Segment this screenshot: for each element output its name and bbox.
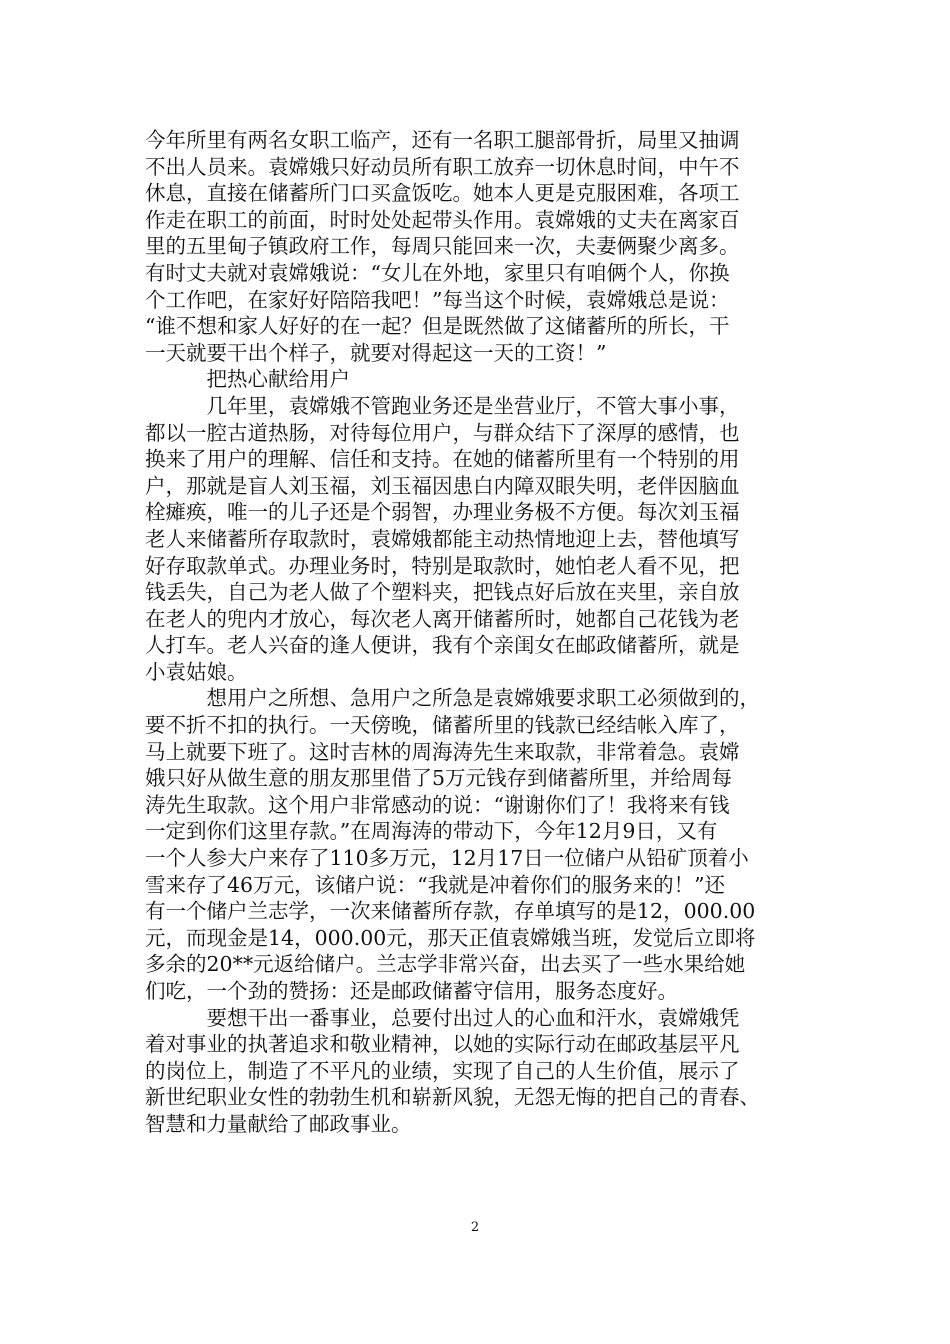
text-line: 作走在职工的前面，时时处处起带头作用。袁嫦娥的丈夫在离家百	[145, 207, 740, 232]
text-line: 娥只好从做生意的朋友那里借了5万元钱存到储蓄所里，并给周每	[145, 766, 733, 791]
page-number: 2	[470, 1220, 480, 1235]
text-line: 要不折不扣的执行。一天傍晚，储蓄所里的钱款已经结帐入库了，	[145, 713, 740, 738]
text-line: 不出人员来。袁嫦娥只好动员所有职工放弃一切休息时间，中午不	[145, 154, 740, 179]
text-line: 元，而现金是14，000.00元，那天正值袁嫦娥当班，发觉后立即将	[145, 925, 756, 950]
text-line: 老人来储蓄所存取款时，袁嫦娥都能主动热情地迎上去，替他填写	[145, 526, 740, 551]
text-line: 都以一腔古道热肠，对待每位用户，与群众结下了深厚的感情，也	[145, 420, 740, 445]
text-line: 个工作吧，在家好好陪陪我吧！”每当这个时候，袁嫦娥总是说：	[145, 287, 730, 312]
text-line: 好存取款单式。办理业务时，特别是取款时，她怕老人看不见，把	[145, 553, 740, 578]
text-line: 一天就要干出个样子，就要对得起这一天的工资！”	[145, 340, 607, 365]
text-line: 要想干出一番事业，总要付出过人的心血和汗水，袁嫦娥凭	[145, 1005, 740, 1030]
text-line: 小袁姑娘。	[145, 659, 248, 684]
text-line: 里的五里甸子镇政府工作，每周只能回来一次，夫妻俩聚少离多。	[145, 234, 740, 259]
text-line: 人打车。老人兴奋的逢人便讲，我有个亲闺女在邮政储蓄所，就是	[145, 633, 740, 658]
text-line: 雪来存了46万元，该储户说：“我就是冲着你们的服务来的！”还	[145, 872, 726, 897]
text-line: 的岗位上，制造了不平凡的业绩，实现了自己的人生价值，展示了	[145, 1058, 740, 1083]
text-line: 在老人的兜内才放心，每次老人离开储蓄所时，她都自己花钱为老	[145, 606, 740, 631]
text-line: 想用户之所想、急用户之所急是袁嫦娥要求职工必须做到的，	[145, 686, 760, 711]
text-line: 有时丈夫就对袁嫦娥说：“女儿在外地，家里只有咱俩个人，你换	[145, 260, 730, 285]
text-line: 智慧和力量献给了邮政事业。	[145, 1111, 412, 1136]
text-line: 把热心献给用户	[145, 367, 350, 392]
text-line: 涛先生取款。这个用户非常感动的说：“谢谢你们了！我将来有钱	[145, 792, 730, 817]
text-line: 栓瘫痪，唯一的儿子还是个弱智，办理业务极不方便。每次刘玉福	[145, 500, 740, 525]
text-line: 着对事业的执著追求和敬业精神，以她的实际行动在邮政基层平凡	[145, 1032, 740, 1057]
text-line: 一定到你们这里存款。”在周海涛的带动下，今年12月9日，又有	[145, 819, 718, 844]
text-line: 马上就要下班了。这时吉林的周海涛先生来取款，非常着急。袁嫦	[145, 739, 740, 764]
text-line: 一个人参大户来存了110多万元，12月17日一位储户从铅矿顶着小	[145, 846, 749, 871]
text-line: 换来了用户的理解、信任和支持。在她的储蓄所里有一个特别的用	[145, 447, 740, 472]
text-line: 休息，直接在储蓄所门口买盒饭吃。她本人更是克服困难，各项工	[145, 181, 740, 206]
text-line: 们吃，一个劲的赞扬：还是邮政储蓄守信用，服务态度好。	[145, 979, 678, 1003]
text-line: 几年里，袁嫦娥不管跑业务还是坐营业厅，不管大事小事，	[145, 393, 740, 418]
text-line: “谁不想和家人好好的在一起？但是既然做了这储蓄所的所长，干	[145, 314, 730, 339]
text-line: 新世纪职业女性的勃勃生机和崭新风貌，无怨无悔的把自己的青春、	[145, 1085, 760, 1110]
text-line: 有一个储户兰志学，一次来储蓄所存款，存单填写的是12，000.00	[145, 899, 756, 924]
text-line: 钱丢失，自己为老人做了个塑料夹，把钱点好后放在夹里，亲自放	[145, 580, 740, 605]
text-line: 多余的20**元返给储户。兰志学非常兴奋，出去买了一些水果给她	[145, 952, 746, 977]
text-line: 今年所里有两名女职工临产，还有一名职工腿部骨折，局里又抽调	[145, 128, 740, 152]
text-line: 户，那就是盲人刘玉福，刘玉福因患白内障双眼失明，老伴因脑血	[145, 473, 740, 498]
body-text	[145, 127, 825, 1138]
